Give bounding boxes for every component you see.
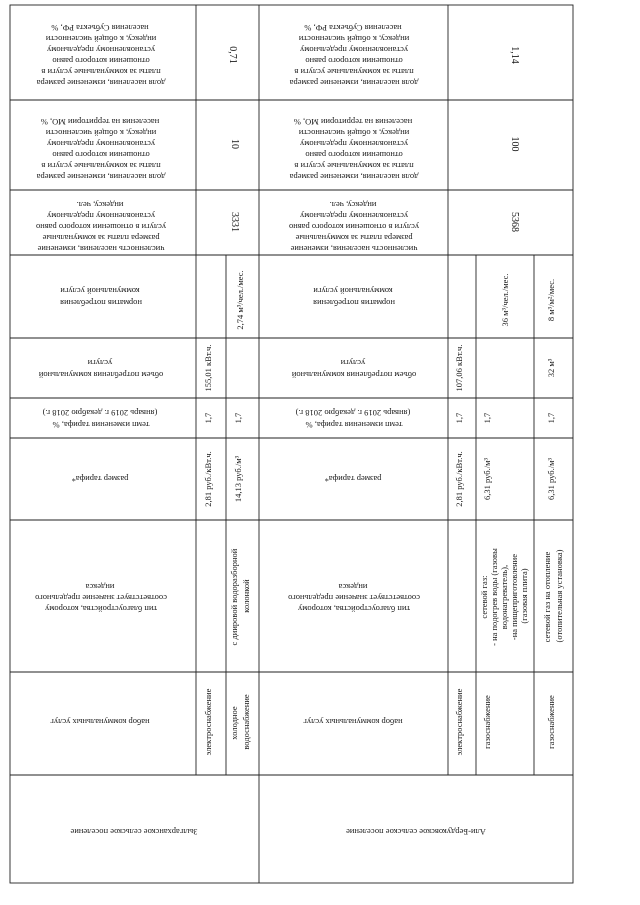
header-improvement-2: тип благоустройства, которому соответствует значение предельного индекса: [288, 582, 420, 614]
service-value-2-electric: электроснабжение: [454, 688, 464, 756]
tariff-value-2-electric: 2,81 руб./кВт.ч.: [454, 451, 464, 507]
volume-value-1-electric: 155,01 кВт.ч.: [203, 344, 213, 392]
header-services-1: набор коммунальных услуг: [50, 717, 150, 727]
share-subject-value-1: 0,71: [227, 46, 238, 64]
header-share-mo-1: доля населения, изменение размера платы за коммунальные услуги в отношении которого равно установленному предельному индексу, к общей численности населения на территории МО, %: [36, 117, 166, 182]
settlement-name-1: Зылгарханское сельское поселение: [70, 827, 198, 837]
tariff-value-2-gas: 6,31 руб./м³: [482, 457, 492, 501]
rate-value-1-water: 1,7: [233, 412, 243, 424]
volume-value-2-heating: 32 м³: [546, 358, 556, 378]
rate-value-2-electric: 1,7: [454, 412, 464, 424]
settlement-block-1: [33, 23, 251, 837]
rate-value-1-electric: 1,7: [203, 412, 213, 424]
rate-value-2-gas: 1,7: [482, 412, 492, 424]
header-norm-2: норматив потребления коммунальной услуги: [313, 286, 395, 308]
norm-value-1-water: 2,74 м³/чел./мес.: [235, 270, 245, 330]
header-share-subject-1: доля населения, изменение размера платы за коммунальные услуги в отношении которого равно установленному предельному индексу, к общей численности населения Субъекта РФ, %: [36, 23, 166, 88]
improvement-value-2-gas: сетевой газ: - на подогрев воды (газовы водонагреватель), -на пищеприготовление (газовая плита): [479, 548, 529, 646]
header-tariff-1: размер тарифа*: [71, 474, 129, 484]
volume-value-2-electric: 107,06 кВт.ч.: [454, 344, 464, 392]
header-population-1: численность населения, изменение размера платы за коммунальные услуги в отношении которого равно установленному предельному индексу, чел.: [35, 200, 167, 254]
header-norm-1: норматив потребления коммунальной услуги: [60, 286, 142, 308]
settlement-name-2: Али-Бердуковское сельское поселение: [346, 827, 486, 837]
header-volume-1: объем потребления коммунальной услуги: [38, 358, 164, 380]
share-subject-value-2: 1,14: [509, 46, 520, 64]
service-value-1-water: холодное водоснабжение: [229, 694, 251, 750]
improvement-value-2-heating: сетевой газ на отопление (отопительная установка): [542, 549, 564, 643]
norm-value-2-heating: 8 м³/м²/мес.: [546, 278, 556, 322]
service-value-2-gas: газоснабжение: [482, 695, 492, 749]
tariff-value-1-electric: 2,81 руб./кВт.ч.: [203, 451, 213, 507]
header-population-2: численность населения, изменение размера платы за коммунальные услуги в отношении которого равно установленному предельному индексу, чел.: [288, 200, 420, 254]
share-mo-value-1: 10: [229, 139, 240, 149]
header-rate-2: темп изменения тарифа, % (январь 2019 г. декабрю 2018 г.): [295, 408, 411, 430]
rate-value-2-heating: 1,7: [546, 412, 556, 424]
tariff-value-1-water: 14,13 руб./м³: [233, 455, 243, 503]
service-value-2-heating: газоснабжение: [546, 695, 556, 749]
population-value-2: 5368: [509, 212, 520, 232]
header-improvement-1: тип благоустройства, которому соответствует значение предельного индекса: [35, 582, 167, 614]
header-share-subject-2: доля населения, изменение размера платы за коммунальные услуги в отношении которого равно установленному предельному индексу, к общей численности населения Субъекта РФ, %: [289, 23, 419, 88]
header-volume-2: объем потребления коммунальной услуги: [291, 358, 417, 380]
tariff-value-2-heating: 6,31 руб./м³: [546, 457, 556, 501]
header-share-mo-2: доля населения, изменение размера платы за коммунальные услуги в отношении которого равно установленному предельному индексу, к общей численности населения на территории МО, %: [289, 117, 419, 182]
norm-value-2-gas: 36 м³/чел./мес.: [500, 273, 510, 327]
population-value-1: 3331: [229, 212, 240, 232]
header-tariff-2: размер тарифа*: [324, 474, 382, 484]
header-services-2: набор коммунальных услуг: [303, 717, 403, 727]
share-mo-value-2: 100: [509, 136, 520, 152]
service-value-1-electric: электроснабжение: [203, 688, 213, 756]
header-rate-1: темп изменения тарифа, % (январь 2019 г. декабрю 2018 г.): [42, 408, 158, 430]
improvement-value-1-water: с диировой водоразборной колонкой: [229, 548, 251, 646]
settlement-block-2: [286, 23, 564, 837]
